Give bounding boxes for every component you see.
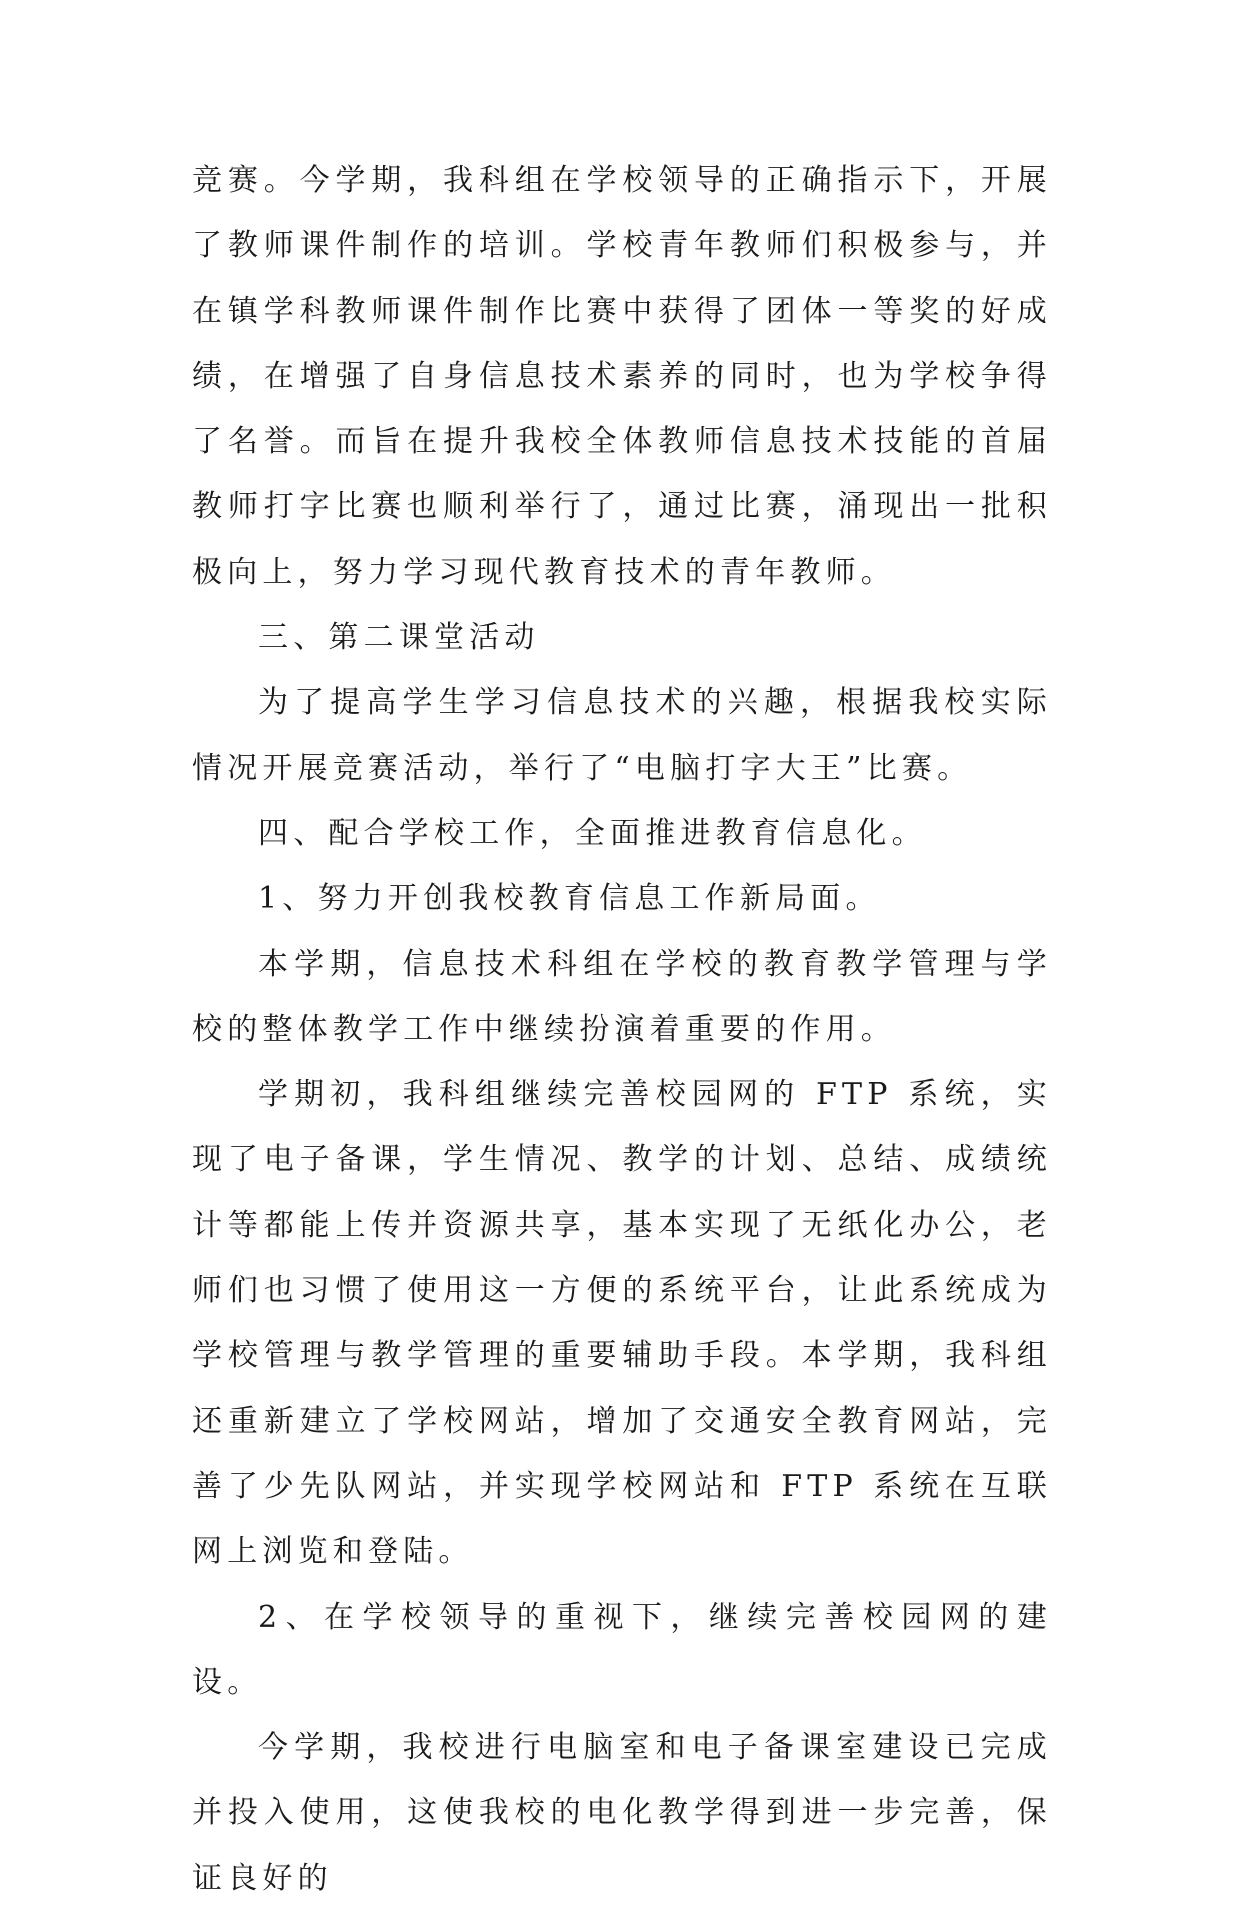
subheading-2: 2、在学校领导的重视下，继续完善校园网的建设。 (192, 1599, 1052, 1700)
paragraph-competition-continued: 竞赛。今学期，我科组在学校领导的正确指示下，开展了教师课件制作的培训。学校青年教师们积极参与，并在镇学科教师课件制作比赛中获得了团体一等奖的好成绩，在增强了自身信息技术素养的同时，也为学校争得了名誉。而旨在提升我校全体教师信息技术技能的首届教师打字比赛也顺利举行了，通过比赛，涌现出一批积极向上，努力学习现代教育技术的青年教师。 (192, 163, 1052, 590)
paragraph-this-semester: 本学期，信息技术科组在学校的教育教学管理与学校的整体教学工作中继续扮演着重要的作用。 (192, 946, 1052, 1047)
section-heading-4: 四、配合学校工作，全面推进教育信息化。 (258, 815, 927, 851)
paragraph-computer-room: 今学期，我校进行电脑室和电子备课室建设已完成并投入使用，这使我校的电化教学得到进一步完善，保证良好的 (192, 1730, 1052, 1896)
subheading-1: 1、努力开创我校教育信息工作新局面。 (258, 881, 881, 917)
document-body (192, 148, 1052, 1911)
section-heading-3: 三、第二课堂活动 (258, 620, 540, 656)
paragraph-second-classroom: 为了提高学生学习信息技术的兴趣，根据我校实际情况开展竞赛活动，举行了“电脑打字大王”比赛。 (192, 685, 1052, 786)
paragraph-ftp-system: 学期初，我科组继续完善校园网的 FTP 系统，实现了电子备课，学生情况、教学的计划、总结、成绩统计等都能上传并资源共享，基本实现了无纸化办公，老师们也习惯了使用这一方便的系统平台，让此系统成为学校管理与教学管理的重要辅助手段。本学期，我科组还重新建立了学校网站，增加了交通安全教育网站，完善了少先队网站，并实现学校网站和 FTP 系统在互联网上浏览和登陆。 (192, 1077, 1052, 1570)
